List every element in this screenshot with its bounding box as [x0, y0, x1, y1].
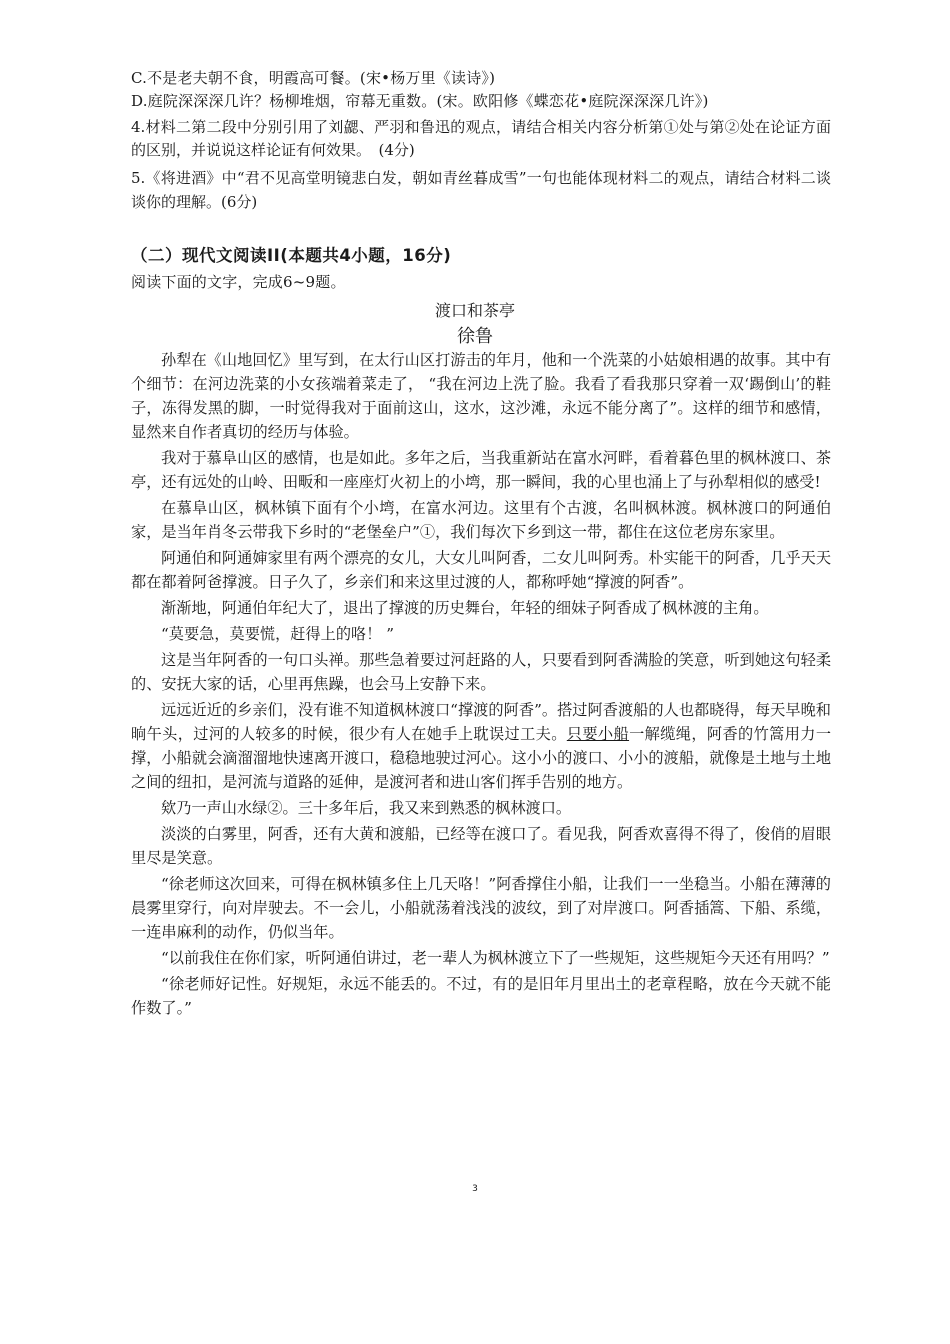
- paragraph: “徐老师这次回来，可得在枫林镇多住上几天咯！”阿香撑住小船，让我们一一坐稳当。小船在薄薄的晨雾里穿行，向对岸驶去。不一会儿，小船就荡着浅浅的波纹，到了对岸渡口。阿香插篙、下船、系缆，一连串麻利的动作，仍似当年。: [131, 875, 831, 941]
- option-d: D.庭院深深深几许？杨柳堆烟，帘幕无重数。(宋。欧阳修《蝶恋花•庭院深深深几许》): [131, 92, 709, 110]
- paragraph: 淡淡的白雾里，阿香，还有大黄和渡船，已经等在渡口了。看见我，阿香欢喜得不得了，俊俏的眉眼里尽是笑意。: [131, 825, 831, 867]
- paragraph: 这是当年阿香的一句口头禅。那些急着要过河赶路的人，只要看到阿香满脸的笑意，听到她这句轻柔的、安抚大家的话，心里再焦躁，也会马上安静下来。: [131, 651, 831, 693]
- paragraph: 欸乃一声山水绿②。三十多年后，我又来到熟悉的枫林渡口。: [161, 799, 572, 817]
- option-c: C.不是老夫朝不食，明霞高可餐。(宋•杨万里《读诗》): [131, 69, 496, 87]
- section-instruction: 阅读下面的文字，完成6~9题。: [131, 273, 346, 291]
- paragraph: 我对于慕阜山区的感情，也是如此。多年之后，当我重新站在富水河畔，看着暮色里的枫林渡口、茶亭，还有远处的山岭、田畈和一座座灯火初上的小塆，那一瞬间，我的心里也涌上了与孙犁相似的感受!: [131, 449, 831, 491]
- article-body: [131, 348, 831, 1020]
- paragraph: “以前我住在你们家，听阿通伯讲过，老一辈人为枫林渡立下了一些规矩，这些规矩今天还有用吗？”: [161, 949, 830, 967]
- paragraph: 渐渐地，阿通伯年纪大了，退出了撑渡的历史舞台，年轻的细妹子阿香成了枫林渡的主角。: [161, 599, 769, 617]
- paragraph: 孙犁在《山地回忆》里写到，在太行山区打游击的年月，他和一个洗菜的小姑娘相遇的故事。其中有个细节：在河边洗菜的小女孩端着菜走了， “我在河边上洗了脸。我看了看我那只穿着一双‘踢倒山’的鞋子，冻得发黑的脚，一时觉得我对于面前这山，这水，这沙滩，永远不能分离了”。这样的细节和感情，显然来自作者真切的经历与体验。: [131, 351, 831, 441]
- paragraph-with-underline: 远远近近的乡亲们，没有谁不知道枫林渡口“撑渡的阿香”。搭过阿香渡船的人也都晓得，每天早晚和晌午头，过河的人较多的时候，很少有人在她手上耽误过工夫。只要小船一解缆绳，阿香的竹篙用力一撑，小船就会滴溜溜地快速离开渡口，稳稳地驶过河心。这小小的渡口、小小的渡船，就像是土地与土地之间的纽扣，是河流与道路的延伸，是渡河者和进山客们挥手告别的地方。: [131, 701, 832, 791]
- article-author: 徐鲁: [457, 326, 493, 347]
- article-title: 渡口和茶亭: [434, 301, 515, 320]
- paragraph: 阿通伯和阿通婶家里有两个漂亮的女儿，大女儿叫阿香，二女儿叫阿秀。朴实能干的阿香，几乎天天都在都着阿爸撑渡。日子久了，乡亲们和来这里过渡的人，都称呼她“撑渡的阿香”。: [131, 549, 831, 591]
- underlined-text: 只要小船: [566, 725, 630, 743]
- section-title: （二）现代文阅读II(本题共4小题，16分): [131, 246, 452, 265]
- question-4: 4.材料二第二段中分别引用了刘勰、严羽和鲁迅的观点，请结合相关内容分析第①处与第②处在论证方面的区别，并说说这样论证有何效果。 (4分): [131, 118, 831, 159]
- paragraph: “徐老师好记性。好规矩，永远不能丢的。不过，有的是旧年月里出土的老章程略，放在今天就不能作数了。”: [131, 975, 831, 1017]
- paragraph-quote: “莫要急，莫要慌，赶得上的咯！ ”: [161, 625, 394, 643]
- paragraph: 在慕阜山区，枫林镇下面有个小塆，在富水河边。这里有个古渡，名叫枫林渡。枫林渡口的阿通伯家，是当年肖冬云带我下乡时的“老堡垒户”①，我们每次下乡到这一带，都住在这位老房东家里。: [131, 499, 831, 541]
- question-5: 5.《将进酒》中“君不见高堂明镜悲白发，朝如青丝暮成雪”一句也能体现材料二的观点，请结合材料二谈谈你的理解。(6分): [131, 169, 831, 211]
- page-number: 3: [472, 1184, 478, 1194]
